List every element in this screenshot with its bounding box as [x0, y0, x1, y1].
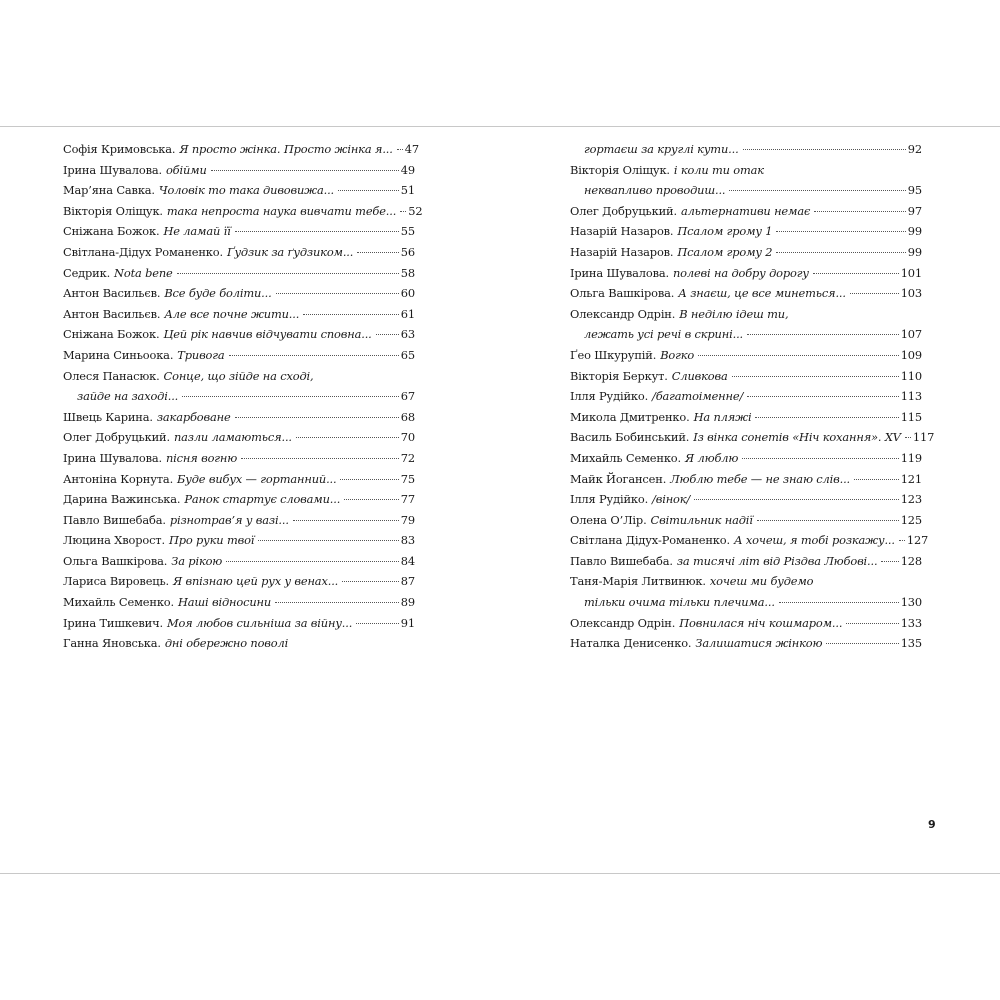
toc-entry — [63, 203, 423, 225]
toc-page-number: 128 — [900, 553, 922, 568]
toc-page-number: 47 — [404, 142, 419, 156]
dot-leader — [338, 190, 399, 191]
toc-title: На пляжі — [693, 409, 752, 424]
toc-entry — [570, 163, 922, 184]
toc-entry — [63, 224, 415, 245]
toc-entry — [570, 183, 922, 204]
toc-title: Псалом грому 2 — [677, 244, 773, 259]
toc-author: Дарина Важинська. — [63, 492, 181, 507]
toc-author: Сніжана Божок. — [63, 327, 160, 342]
dot-leader — [742, 458, 898, 459]
toc-page-number: 117 — [912, 430, 935, 445]
toc-title: Але все почне жити... — [164, 306, 300, 321]
toc-page-number: 58 — [400, 265, 415, 280]
toc-author: Сніжана Божок. — [63, 224, 160, 239]
toc-title: Вогко — [660, 347, 695, 362]
toc-entry — [63, 451, 415, 472]
toc-title: Тривога — [177, 347, 225, 362]
toc-page-number: 99 — [907, 224, 922, 239]
toc-entry — [63, 533, 415, 554]
toc-entry — [570, 307, 922, 328]
toc-author: Ольга Вашкірова. — [570, 286, 675, 301]
toc-author: Микола Дмитренко. — [570, 409, 690, 424]
toc-title: Nota bene — [114, 265, 173, 280]
toc-title: Не ламай її — [163, 224, 231, 239]
toc-page-number: 123 — [900, 492, 922, 507]
toc-author: Майк Йогансен. — [570, 471, 667, 486]
toc-entry — [63, 142, 419, 163]
toc-page-number: 70 — [400, 430, 415, 445]
dot-leader — [813, 273, 899, 274]
toc-title: Сонце, що зійде на сході, — [163, 368, 314, 383]
toc-author: Мар’яна Савка. — [63, 183, 155, 198]
toc-title: зайде на заході... — [77, 389, 179, 404]
toc-page-number: 125 — [900, 512, 922, 527]
dot-leader — [400, 211, 406, 212]
toc-title: така непроста наука вивчати тебе... — [166, 203, 397, 218]
toc-entry — [570, 636, 922, 657]
toc-entry — [570, 245, 922, 266]
toc-entry — [570, 286, 922, 307]
toc-author: Ґео Шкурупій. — [570, 347, 657, 362]
toc-page-number: 91 — [400, 615, 415, 630]
toc-title: Повнилася ніч кошмаром... — [679, 615, 843, 630]
toc-entry — [570, 389, 922, 410]
toc-page-number: 119 — [900, 450, 922, 465]
toc-entry — [570, 492, 922, 513]
toc-entry — [63, 554, 415, 575]
toc-page-number: 135 — [900, 636, 922, 651]
dot-leader — [826, 643, 898, 644]
toc-title: Чоловік то така дивовижа... — [158, 183, 335, 198]
toc-page-number: 75 — [400, 471, 415, 486]
toc-author: Олександр Одрін. — [570, 615, 676, 630]
toc-title: і коли ти отак — [673, 162, 764, 177]
dot-leader — [850, 293, 899, 294]
toc-title: /вінок/ — [652, 492, 691, 507]
toc-entry — [63, 266, 415, 287]
toc-entry — [570, 430, 935, 451]
toc-title: альтернативи немає — [680, 203, 811, 218]
toc-title: Псалом грому 1 — [677, 224, 773, 239]
toc-author: Ірина Шувалова. — [63, 162, 162, 177]
toc-author: Вікторія Оліщук. — [63, 203, 163, 218]
toc-page-number: 83 — [400, 533, 415, 548]
toc-title: гортаєш за круглі кути... — [584, 142, 739, 156]
toc-author: Олександр Одрін. — [570, 306, 676, 321]
dot-leader — [226, 561, 399, 562]
toc-title: Наші відносини — [177, 595, 272, 610]
toc-title: Світильник надії — [650, 512, 753, 527]
toc-author: Ілля Рудійко. — [570, 492, 649, 507]
toc-title: Я просто жінка. Просто жінка я... — [179, 142, 393, 156]
toc-author: Ольга Вашкірова. — [63, 553, 168, 568]
toc-page-number: 110 — [900, 368, 922, 383]
toc-title: обійми — [165, 162, 207, 177]
toc-author: Назарій Назаров. — [570, 224, 674, 239]
toc-page-number: 60 — [400, 286, 415, 301]
toc-title: Із вінка сонетів «Ніч кохання». XV — [693, 430, 901, 445]
toc-title: за тисячі літ від Різдва Любові... — [676, 553, 878, 568]
toc-author: Вікторія Оліщук. — [570, 162, 670, 177]
toc-author: Павло Вишебаба. — [63, 512, 166, 527]
toc-entry — [570, 204, 922, 225]
toc-entry — [63, 472, 415, 493]
toc-page-number: 103 — [900, 286, 922, 301]
dot-leader — [747, 396, 899, 397]
toc-author: Олег Добруцький. — [570, 203, 677, 218]
toc-author: Антон Васильєв. — [63, 306, 161, 321]
toc-entry — [63, 574, 415, 595]
toc-author: Світлана Дідух-Романенко. — [570, 533, 730, 548]
toc-page-number: 67 — [400, 389, 415, 404]
dot-leader — [235, 417, 399, 418]
dot-leader — [854, 479, 899, 480]
toc-author: Михайль Семенко. — [570, 450, 681, 465]
toc-entry — [570, 369, 922, 390]
dot-leader — [296, 437, 399, 438]
toc-author: Марина Синьоока. — [63, 347, 174, 362]
toc-author: Ілля Рудійко. — [570, 389, 649, 404]
toc-entry — [570, 533, 929, 554]
toc-title: А знаєш, це все минеться... — [678, 286, 846, 301]
toc-page-number: 133 — [900, 615, 922, 630]
toc-title: За рікою — [171, 553, 223, 568]
dot-leader — [698, 355, 899, 356]
dot-leader — [747, 334, 899, 335]
toc-page-number: 51 — [400, 183, 415, 198]
toc-author: Ірина Шувалова. — [63, 450, 162, 465]
toc-entry — [63, 369, 415, 390]
dot-leader — [905, 437, 911, 438]
page-number: 9 — [928, 818, 936, 831]
dot-leader — [776, 252, 905, 253]
toc-page-number: 107 — [900, 327, 922, 342]
toc-title: полеві на добру дорогу — [672, 265, 809, 280]
toc-author: Василь Бобинський. — [570, 430, 690, 445]
toc-author: Лариса Вировець. — [63, 574, 169, 589]
toc-author: Софія Кримовська. — [63, 142, 176, 156]
toc-page-number: 89 — [400, 595, 415, 610]
toc-title: Я впізнаю цей рух у венах... — [172, 574, 339, 589]
toc-title: закарбоване — [156, 409, 231, 424]
toc-author: Олег Добруцький. — [63, 430, 170, 445]
dot-leader — [340, 479, 398, 480]
toc-entry — [570, 513, 922, 534]
dot-leader — [177, 273, 399, 274]
toc-entry — [63, 513, 415, 534]
toc-title: пазли ламаються... — [173, 430, 292, 445]
toc-page-number: 121 — [900, 471, 922, 486]
dot-leader — [182, 396, 399, 397]
toc-author: Люцина Хворост. — [63, 533, 165, 548]
dot-leader — [846, 623, 898, 624]
dot-leader — [732, 376, 899, 377]
dot-leader — [276, 293, 399, 294]
toc-title: неквапливо проводиш... — [584, 183, 726, 198]
toc-right-column — [570, 142, 935, 657]
toc-title: Сливкова — [671, 368, 728, 383]
dot-leader — [729, 190, 905, 191]
toc-title: лежать усі речі в скрині... — [584, 327, 744, 342]
dot-leader — [235, 231, 399, 232]
dot-leader — [694, 499, 899, 500]
toc-entry — [63, 163, 415, 184]
toc-author: Антоніна Корнута. — [63, 471, 174, 486]
toc-page-number: 127 — [906, 533, 929, 548]
toc-entry — [570, 224, 922, 245]
toc-author: Олена О’Лір. — [570, 512, 647, 527]
dot-leader — [743, 149, 906, 150]
toc-title: Я люблю — [684, 450, 739, 465]
dot-leader — [356, 623, 399, 624]
toc-page-number: 115 — [900, 409, 922, 424]
toc-title: Про руки твої — [168, 533, 255, 548]
dot-leader — [258, 540, 399, 541]
dot-leader — [211, 170, 399, 171]
toc-title: Все буде боліти... — [164, 286, 272, 301]
toc-author: Антон Васильєв. — [63, 286, 161, 301]
toc-entry — [63, 183, 415, 204]
toc-title: Ранок стартує словами... — [184, 492, 341, 507]
toc-entry — [63, 348, 415, 369]
toc-title: /багатоіменне/ — [652, 389, 744, 404]
toc-title: пісня вогню — [165, 450, 238, 465]
toc-title: Ґудзик за ґудзиком... — [226, 244, 354, 259]
toc-page-number: 130 — [900, 595, 922, 610]
toc-page-number: 49 — [400, 162, 415, 177]
toc-entry — [63, 430, 415, 451]
toc-title: А хочеш, я тобі розкажу... — [733, 533, 895, 548]
toc-page-number: 63 — [400, 327, 415, 342]
toc-page-number: 97 — [907, 203, 922, 218]
dot-leader — [293, 520, 399, 521]
toc-author: Седрик. — [63, 265, 111, 280]
toc-author: Швець Карина. — [63, 409, 153, 424]
dot-leader — [397, 149, 403, 150]
toc-entry — [63, 410, 415, 431]
dot-leader — [899, 540, 905, 541]
toc-title: Залишатися жінкою — [695, 636, 823, 651]
dot-leader — [779, 602, 899, 603]
toc-entry — [570, 554, 922, 575]
toc-entry — [63, 595, 415, 616]
toc-entry — [63, 245, 415, 266]
toc-title: Моя любов сильніша за війну... — [166, 615, 353, 630]
dot-leader — [275, 602, 399, 603]
toc-page-number: 65 — [400, 347, 415, 362]
toc-entry — [63, 307, 415, 328]
toc-title: тільки очима тільки плечима... — [584, 595, 775, 610]
dot-leader — [229, 355, 399, 356]
toc-entry — [570, 327, 922, 348]
toc-author: Вікторія Беркут. — [570, 368, 668, 383]
toc-author: Ірина Тишкевич. — [63, 615, 163, 630]
dot-leader — [303, 314, 399, 315]
toc-author: Ганна Яновська. — [63, 636, 161, 651]
toc-entry — [63, 286, 415, 307]
toc-entry — [570, 616, 922, 637]
toc-entry — [570, 142, 922, 163]
toc-title: Люблю тебе — не знаю слів... — [670, 471, 851, 486]
toc-page-number: 99 — [907, 244, 922, 259]
toc-title: Цей рік навчив відчувати сповна... — [163, 327, 372, 342]
toc-author: Павло Вишебаба. — [570, 553, 673, 568]
toc-page-number: 56 — [400, 244, 415, 259]
toc-page-number: 87 — [400, 574, 415, 589]
toc-entry — [570, 472, 922, 493]
dot-leader — [342, 581, 399, 582]
toc-page-number: 109 — [900, 347, 922, 362]
toc-page-number: 113 — [900, 389, 922, 404]
toc-entry — [570, 574, 922, 595]
toc-author: Наталка Денисенко. — [570, 636, 692, 651]
toc-entry — [63, 389, 415, 410]
dot-leader — [376, 334, 399, 335]
dot-leader — [241, 458, 399, 459]
toc-entry — [570, 266, 922, 287]
toc-author: Олеся Панасюк. — [63, 368, 160, 383]
dot-leader — [881, 561, 898, 562]
toc-entry — [63, 636, 415, 657]
dot-leader — [357, 252, 399, 253]
dot-leader — [757, 520, 899, 521]
toc-page-number: 92 — [907, 142, 922, 156]
toc-entry — [570, 348, 922, 369]
toc-page-number: 61 — [400, 306, 415, 321]
toc-title: Буде вибух — гортанний... — [177, 471, 337, 486]
toc-page-number: 52 — [408, 203, 423, 218]
dot-leader — [814, 211, 906, 212]
toc-entry — [570, 595, 922, 616]
toc-page-number: 101 — [900, 265, 922, 280]
toc-page-number: 55 — [400, 224, 415, 239]
dot-leader — [755, 417, 898, 418]
toc-entry — [63, 492, 415, 513]
toc-page-number: 95 — [907, 183, 922, 198]
toc-entry — [570, 410, 922, 431]
toc-left-column — [63, 142, 423, 657]
toc-page-number: 68 — [400, 409, 415, 424]
toc-title: різнотрав’я у вазі... — [169, 512, 289, 527]
toc-page-number: 77 — [400, 492, 415, 507]
toc-author: Таня-Марія Литвинюк. — [570, 574, 706, 589]
toc-author: Світлана-Дідух Романенко. — [63, 244, 223, 259]
dot-leader — [344, 499, 399, 500]
toc-page-number: 72 — [400, 450, 415, 465]
toc-page-number: 84 — [400, 553, 415, 568]
dot-leader — [776, 231, 905, 232]
toc-title: дні обережно поволі — [164, 636, 289, 651]
toc-author: Михайль Семенко. — [63, 595, 174, 610]
toc-author: Ірина Шувалова. — [570, 265, 669, 280]
toc-page-number: 79 — [400, 512, 415, 527]
toc-entry — [570, 451, 922, 472]
toc-title: В неділю ідеш ти, — [679, 306, 789, 321]
toc-entry — [63, 616, 415, 637]
toc-author: Назарій Назаров. — [570, 244, 674, 259]
toc-entry — [63, 327, 415, 348]
toc-title: хочеш ми будемо — [709, 574, 814, 589]
